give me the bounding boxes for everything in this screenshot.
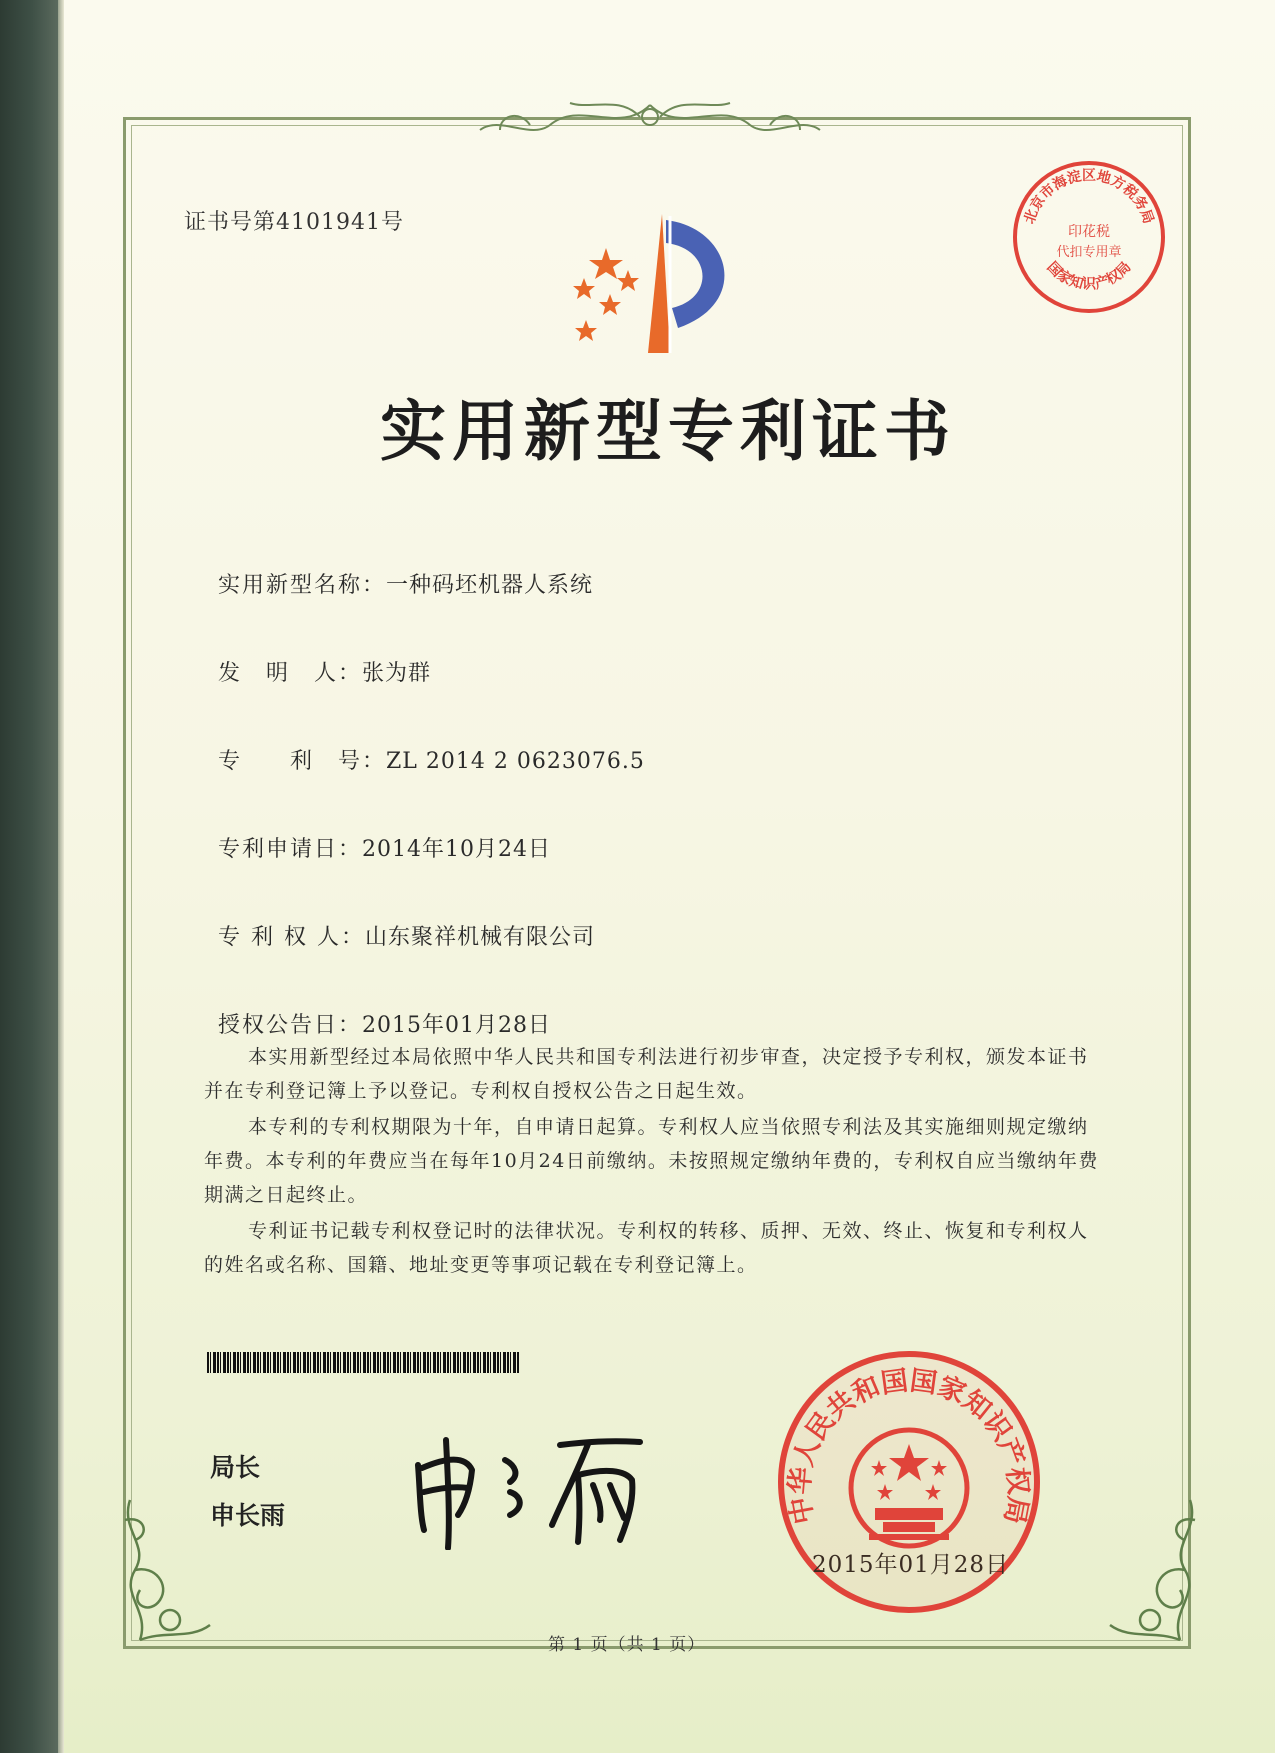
seal-date: 2015年01月28日	[812, 1552, 1010, 1578]
field-value: 山东聚祥机械有限公司	[364, 925, 595, 950]
field-patent-number	[204, 719, 645, 775]
field-value: 2015年01月28日	[362, 1013, 551, 1038]
field-label: 专利申请日：	[218, 837, 363, 862]
paragraph-term: 本专利的专利权期限为十年，自申请日起算。专利权人应当依照专利法及其实施细则规定缴纳年费。本专利的年费应当在每年10月24日前缴纳。未按照规定缴纳年费的，专利权自应当缴纳年费期满之日起终止。	[204, 1116, 1099, 1206]
field-label: 授权公告日：	[218, 1013, 363, 1038]
paragraph-legal-status: 专利证书记载专利权登记时的法律状况。专利权的转移、质押、无效、终止、恢复和专利权人的姓名或名称、国籍、地址变更等事项记载在专利登记簿上。	[204, 1220, 1089, 1276]
field-label: 专 利 号：	[218, 749, 387, 774]
page-number: 第 1 页（共 1 页）	[548, 1635, 706, 1655]
binding-strip	[0, 0, 58, 1753]
paragraph-grant: 本实用新型经过本局依照中华人民共和国专利法进行初步审查，决定授予专利权，颁发本证书并在专利登记簿上予以登记。专利权自授权公告之日起生效。	[204, 1046, 1089, 1102]
field-inventor	[204, 631, 431, 687]
tax-stamp-center-2: 代扣专用章	[1056, 245, 1122, 260]
svg-text:北京市海淀区地方税务局	[1022, 167, 1157, 226]
director-name: 申长雨	[210, 1501, 286, 1530]
svg-text:国家知识产权局	[1044, 258, 1135, 292]
field-value: ZL 2014 2 0623076.5	[386, 749, 645, 774]
seal-ring-text: 中华人民共和国国家知识产权局	[784, 1365, 1034, 1527]
patent-office-logo	[566, 208, 746, 358]
barcode	[207, 1352, 519, 1373]
field-grant-date	[204, 983, 551, 1039]
tax-stamp-center-1: 印花税	[1068, 224, 1110, 240]
field-label: 发 明 人：	[218, 661, 363, 686]
top-ornament	[470, 95, 830, 145]
field-utility-model-name	[204, 543, 593, 599]
corner-ornament-left	[110, 1490, 220, 1650]
field-label: 实用新型名称：	[218, 573, 387, 598]
field-value: 2014年10月24日	[362, 837, 551, 862]
field-application-date	[204, 807, 551, 863]
director-title: 局长	[210, 1453, 261, 1482]
tax-stamp-bottom-text: 国家知识产权局	[1043, 259, 1135, 293]
certificate-title: 实用新型专利证书	[380, 392, 956, 470]
field-value: 一种码坯机器人系统	[386, 573, 594, 598]
tax-stamp-ring-text: 北京市海淀区地方税务局	[1021, 168, 1157, 226]
director-signature	[410, 1430, 670, 1550]
field-value: 张为群	[362, 661, 432, 686]
corner-ornament-right	[1100, 1490, 1210, 1650]
tax-stamp-seal	[1010, 158, 1168, 316]
certificate-number: 证书号第4101941号	[184, 210, 404, 235]
field-label: 专 利 权 人：	[218, 925, 365, 950]
field-patentee	[204, 895, 595, 951]
